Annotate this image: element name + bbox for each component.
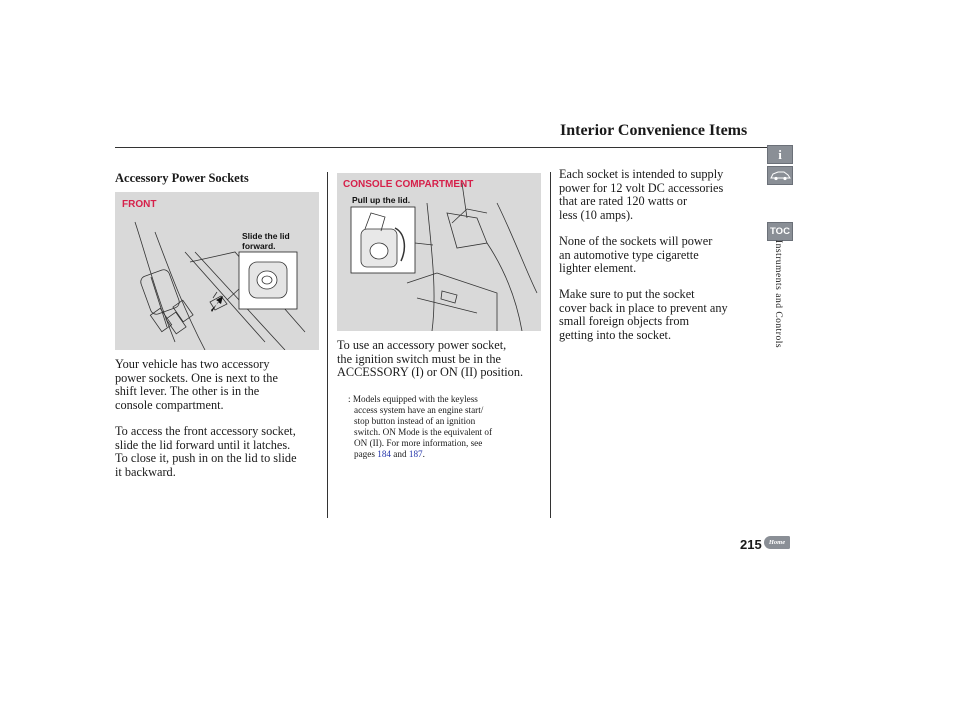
text-line: less (10 amps). [559, 207, 634, 222]
text-line: power for 12 volt DC accessories [559, 180, 724, 195]
socket-cover-paragraph [559, 288, 759, 342]
vehicle-tab-button[interactable] [767, 166, 793, 185]
footnote-text: . [422, 449, 425, 459]
text-line: Your vehicle has two accessory [115, 357, 270, 371]
text-line: lighter element. [559, 261, 637, 276]
toc-label: TOC [770, 226, 790, 237]
text-line: None of the sockets will power [559, 234, 713, 248]
text-line: small foreign objects from [559, 314, 690, 329]
figure-caption-line: forward. [242, 241, 276, 251]
page-number: 215 [740, 537, 762, 552]
footnote-line [348, 449, 548, 460]
car-icon [768, 167, 792, 184]
footnote [348, 394, 548, 460]
front-socket-paragraph [115, 425, 327, 479]
text-line: To access the front accessory socket, [115, 424, 296, 438]
text-line: it backward. [115, 464, 176, 479]
header-rule [115, 147, 791, 148]
figure-tag: CONSOLE COMPARTMENT [343, 179, 474, 190]
info-icon: i [778, 147, 782, 162]
footnote-text: and [393, 449, 407, 459]
footnote-text: pages [354, 449, 375, 459]
text-line: ACCESSORY (I) or ON (II) position. [337, 365, 524, 380]
figure-caption: Pull up the lid. [352, 195, 411, 205]
page-link-187[interactable]: 187 [408, 449, 423, 459]
footnote-line: ON (II). For more information, see [354, 438, 483, 448]
text-line: that are rated 120 watts or [559, 194, 688, 209]
home-button[interactable]: Home [764, 536, 790, 549]
text-line: slide the lid forward until it latches. [115, 437, 291, 452]
section-heading: Accessory Power Sockets [115, 171, 249, 185]
console-compartment-drawing [337, 173, 541, 331]
footnote-line: switch. ON Mode is the equivalent of [354, 427, 493, 437]
info-tab-button[interactable] [767, 145, 793, 164]
console-socket-paragraph [337, 339, 547, 380]
text-line: console compartment. [115, 397, 224, 412]
text-line: To close it, push in on the lid to slide [115, 451, 297, 466]
page-title: Interior Convenience Items [560, 122, 748, 139]
shift-console-drawing [115, 192, 319, 350]
toc-button[interactable] [767, 222, 793, 241]
intro-paragraph [115, 358, 325, 412]
text-line: the ignition switch must be in the [337, 351, 501, 366]
front-socket-illustration [115, 192, 319, 350]
footnote-line: access system have an engine start/ [354, 405, 484, 415]
text-line: cover back in place to prevent any [559, 300, 728, 315]
text-line: shift lever. The other is in the [115, 384, 260, 399]
figure-caption-line: Slide the lid [242, 231, 290, 241]
text-line: power sockets. One is next to the [115, 370, 278, 385]
text-line: Each socket is intended to supply [559, 167, 724, 181]
text-line: To use an accessory power socket, [337, 338, 507, 352]
text-line: getting into the socket. [559, 327, 672, 342]
page-link-184[interactable]: 184 [377, 449, 391, 459]
cigarette-lighter-paragraph [559, 235, 759, 276]
rating-paragraph [559, 168, 759, 222]
footnote-line: : Models equipped with the keyless [348, 394, 478, 404]
text-line: Make sure to put the socket [559, 287, 695, 301]
footnote-line: stop button instead of an ignition [354, 416, 476, 426]
column-divider [550, 172, 551, 518]
figure-tag: FRONT [122, 199, 157, 210]
section-side-label: Instruments and Controls [773, 240, 783, 349]
text-line: an automotive type cigarette [559, 247, 699, 262]
console-socket-illustration [337, 173, 541, 331]
column-divider [327, 172, 328, 518]
